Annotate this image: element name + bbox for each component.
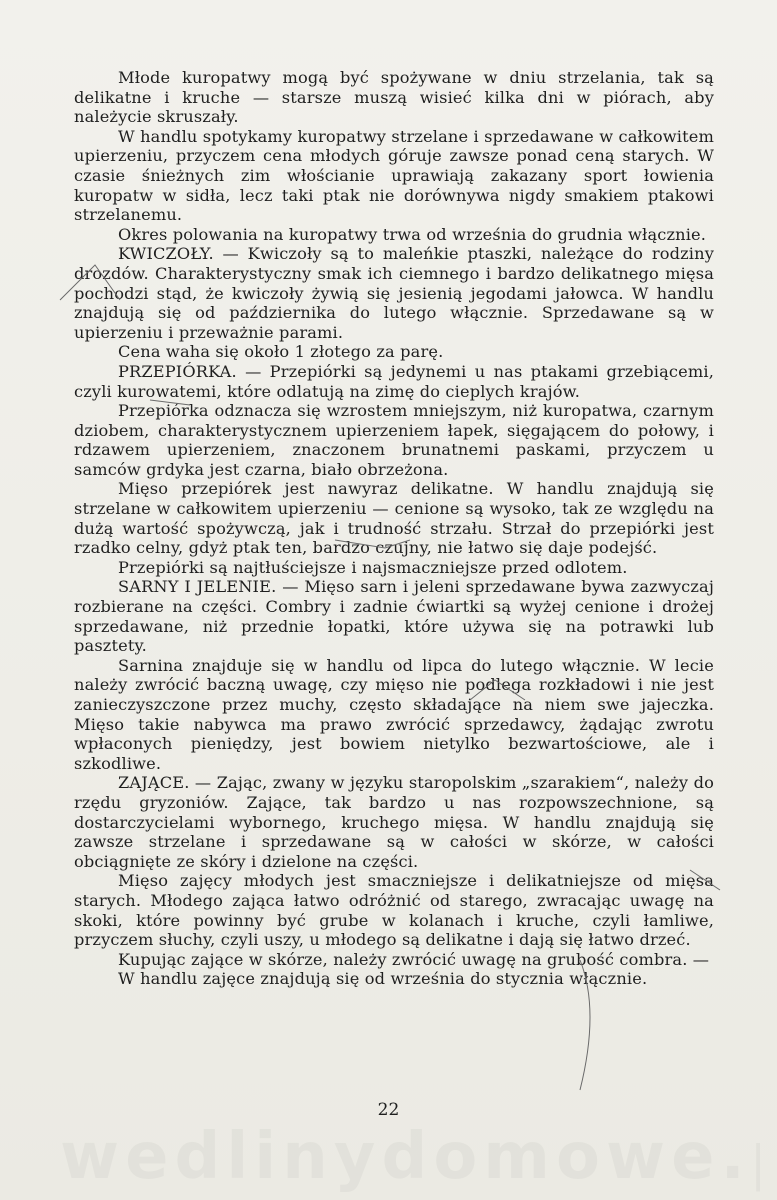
paragraph-hare-season: W handlu zajęce znajdują się od września do stycznia włącznie. xyxy=(118,969,648,989)
paragraph-young-hares: Mięso zajęcy młodych jest smaczniejsze i delikatniejsze od mięsa starych. Młodego zająca łatwo odróżnić od starego, zwracając uwagę na skoki, które powinny być grube w kolanach i kruche, czyli łamliwe, przyczem słuchy, czyli uszy, u młodego są delikatne i dają się łatwo drzeć. xyxy=(74,871,714,950)
paragraph-quail-meat: Mięso przepiórek jest nawyraz delikatne. W handlu znajdują się strzelane w całkowitem upierzeniu — cenione są wysoko, tak ze względu na dużą wartość spożywczą, jak i trudność strzału. Strzał do przepiórki jest rzadko celny, gdyż ptak ten, bardzo czujny, nie łatwo się daje podejść. xyxy=(74,479,714,558)
page-body xyxy=(74,68,714,989)
page-number: 22 xyxy=(377,1100,400,1120)
paragraph-quail-description: Przepiórka odznacza się wzrostem mniejszym, niż kuropatwa, czarnym dziobem, charakterystycznem upierzeniem łapek, sięgającem do połowy, i rdzawem upierzeniem, znaczonem brunatnemi paskami, przyczem u samców grdyka jest czarna, biało obrzeżona. xyxy=(74,401,714,479)
paragraph-partridge-season: Okres polowania na kuropatwy trwa od września do grudnia włącznie. xyxy=(118,224,707,244)
paragraph-hares: ZAJĄCE. — Zając, zwany w języku staropolskim „szarakiem“, należy do rzędu gryzoniów. Zające, tak bardzo u nas rozpowszechnione, są dostarczycielami wybornego, kruchego mięsa. W handlu znajdują się zawsze strzelane i sprzedawane są w całości w skórze, w całości obciągnięte ze skóry i dzielone na części. xyxy=(74,773,714,871)
paragraph-fieldfare-price: Cena waha się około 1 złotego za parę. xyxy=(118,342,444,362)
paragraph-hare-buying: Kupując zające w skórze, należy zwrócić uwagę na grubość combra. — xyxy=(118,949,710,969)
paragraph-roe-deer: SARNY I JELENIE. — Mięso sarn i jeleni sprzedawane bywa zazwyczaj rozbierane na części. Combry i zadnie ćwiartki są wyżej cenione i drożej sprzedawane, niż przednie łopatki, które używa się na potrawki lub pasztety. xyxy=(74,577,714,656)
paragraph-young-partridges: Młode kuropatwy mogą być spożywane w dniu strzelania, tak są delikatne i kruche — starsze muszą wisieć kilka dni w piórach, aby należycie skruszały. xyxy=(74,68,714,127)
paragraph-venison-season: Sarnina znajduje się w handlu od lipca do lutego włącznie. W lecie należy zwrócić baczną uwagę, czy mięso nie podlega rozkładowi i nie jest zanieczyszczone przez muchy, często składające na niem swe jajeczka. Mięso takie nabywca ma prawo zwrócić sprzedawcy, żądając zwrotu wpłaconych pieniędzy, jest bowiem nietylko bezwartościowe, ale i szkodliwe. xyxy=(74,655,714,773)
paragraph-quail-fattest: Przepiórki są najtłuściejsze i najsmaczniejsze przed odlotem. xyxy=(118,557,628,577)
watermark xyxy=(60,1120,760,1194)
paragraph-fieldfares: KWICZOŁY. — Kwiczoły są to maleńkie ptaszki, należące do rodziny drozdów. Charakterystyczny smak ich ciemnego i bardzo delikatnego mięsa pochodzi stąd, że kwiczoły żywią się jesienią jegodami jałowca. W handlu znajdują się od października do lutego włącznie. Sprzedawane są w upierzeniu i przeważnie parami. xyxy=(74,244,714,342)
paragraph-quail: PRZEPIÓRKA. — Przepiórki są jedynemi u nas ptakami grzebiącemi, czyli kurowatemi, które odlatują na zimę do cieplych krajów. xyxy=(74,361,714,401)
paragraph-partridge-trade: W handlu spotykamy kuropatwy strzelane i sprzedawane w całkowitem upierzeniu, przyczem cena młodych góruje zawsze ponad ceną starych. W czasie śnieżnych zim włościanie uprawiają zakazany sport łowienia kuropatw w sidła, lecz taki ptak nie dorównywa nigdy smakiem ptakowi strzelanemu. xyxy=(74,126,714,225)
